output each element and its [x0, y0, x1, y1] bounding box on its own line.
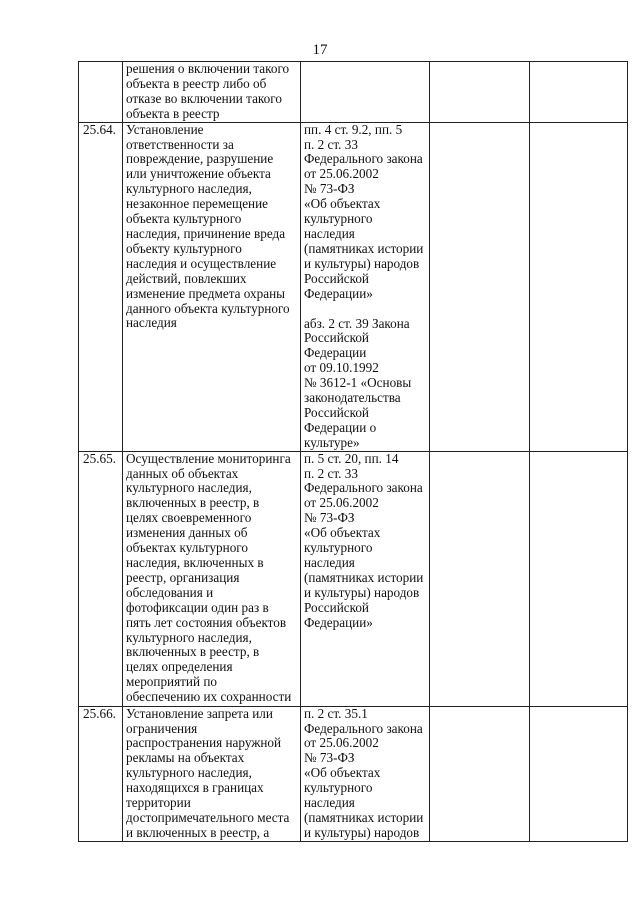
empty-cell: [430, 122, 530, 451]
legal-basis-line: пп. 4 ст. 9.2, пп. 5: [304, 122, 403, 137]
legal-basis-line: № 73-ФЗ: [304, 750, 355, 766]
description-line: целях определения: [126, 659, 233, 675]
row-number: [79, 62, 123, 123]
description-line: Осуществление мониторинга: [126, 451, 291, 466]
legal-basis-line: культурного: [304, 540, 373, 556]
legal-basis-line: «Об объектах: [304, 765, 381, 781]
description-line: действий, повлекших: [126, 270, 247, 286]
description-line: распространения наружной: [126, 735, 282, 751]
legal-basis-line: Федерации о: [304, 419, 377, 435]
legal-basis-line: наследия: [304, 795, 355, 811]
description-line: достопримечательного места: [126, 810, 290, 825]
legal-basis-line: и культуры) народов: [304, 584, 420, 600]
description-line: наследия, причинение вреда: [126, 225, 286, 241]
empty-cell: [430, 62, 530, 123]
legal-basis-line: Федерального закона: [304, 151, 423, 167]
description-line: объектах культурного: [126, 540, 248, 556]
description-line: рекламы на объектах: [126, 750, 245, 766]
description-line: решения о включении такого: [126, 61, 290, 76]
page-number: 17: [312, 42, 328, 58]
legal-basis-line: № 73-ФЗ: [304, 510, 355, 526]
description-line: повреждение, разрушение: [126, 151, 274, 167]
description-line: объекта культурного: [126, 211, 242, 227]
description-line: мероприятий по: [126, 674, 217, 690]
description-line: наследия и осуществление: [126, 255, 277, 271]
legal-basis: [301, 451, 430, 706]
description-line: культурного наследия,: [126, 480, 252, 496]
description-line: фотофиксации один раз в: [126, 599, 269, 615]
legal-basis-line: от 25.06.2002: [304, 166, 379, 182]
description-line: культурного наследия,: [126, 629, 252, 645]
description-line: обеспечению их сохранности: [126, 689, 292, 705]
description-line: изменение предмета охраны: [126, 285, 285, 301]
legal-basis-line: п. 2 ст. 33: [304, 136, 358, 152]
description-line: объекта в реестр либо об: [126, 75, 267, 91]
description-line: ответственности за: [126, 136, 234, 152]
legal-basis-line: (памятниках истории: [304, 810, 424, 825]
legal-basis-line: законодательства: [304, 390, 401, 406]
description-line: находящихся в границах: [126, 780, 264, 796]
legal-basis-line: культурного: [304, 780, 373, 796]
legal-basis-line: «Об объектах: [304, 525, 381, 541]
description-line: Установление запрета или: [126, 706, 273, 721]
description-line: наследия, включенных в: [126, 555, 264, 570]
row-number: 25.66.: [79, 706, 123, 841]
measure-description: [123, 62, 301, 123]
legal-basis-line: от 25.06.2002: [304, 495, 379, 511]
legal-basis: [301, 706, 430, 841]
description-line: объекта в реестр: [126, 105, 220, 121]
description-line: изменения данных об: [126, 525, 248, 541]
measure-description: [123, 122, 301, 451]
description-line: культурного наследия,: [126, 765, 252, 781]
legal-basis-line: от 25.06.2002: [304, 735, 379, 751]
legal-basis-line: культурного: [304, 211, 373, 227]
legal-basis-line: Российской: [304, 404, 369, 420]
legal-basis-line: Российской: [304, 330, 369, 346]
description-line: или уничтожение объекта: [126, 166, 271, 182]
legal-basis-line: № 73-ФЗ: [304, 181, 355, 197]
legal-basis-line: Федерации: [304, 345, 367, 361]
legal-basis-line: и культуры) народов: [304, 255, 420, 271]
row-number: 25.64.: [79, 122, 123, 451]
description-line: реестр, организация: [126, 569, 240, 585]
description-line: данных об объектах: [126, 465, 239, 481]
description-line: ограничения: [126, 720, 198, 736]
table-row: [79, 706, 628, 841]
empty-cell: [530, 122, 628, 451]
description-line: обследования и: [126, 584, 214, 600]
description-line: и включенных в реестр, а: [126, 824, 270, 840]
legal-basis-line: п. 5 ст. 20, пп. 14: [304, 451, 399, 466]
empty-cell: [530, 451, 628, 706]
description-line: объекту культурного: [126, 240, 242, 256]
legal-basis: [301, 122, 430, 451]
legal-basis-line: «Об объектах: [304, 196, 381, 212]
legal-basis-line: наследия: [304, 555, 355, 570]
description-line: наследия: [126, 315, 177, 331]
empty-cell: [430, 451, 530, 706]
legal-basis-line: (памятниках истории: [304, 240, 424, 256]
row-number: 25.65.: [79, 451, 123, 706]
legal-basis-line: п. 2 ст. 35.1: [304, 706, 368, 721]
legal-basis-line: (памятниках истории: [304, 569, 424, 585]
legal-basis-line: наследия: [304, 225, 355, 241]
description-line: пять лет состояния объектов: [126, 614, 287, 630]
description-line: данного объекта культурного: [126, 300, 290, 316]
description-line: включенных в реестр, в: [126, 495, 260, 511]
measure-description: [123, 706, 301, 841]
legal-basis-line: п. 2 ст. 33: [304, 465, 358, 481]
description-line: территории: [126, 795, 191, 811]
description-line: незаконное перемещение: [126, 196, 269, 212]
description-line: включенных в реестр, в: [126, 644, 260, 660]
legal-basis-line: Российской: [304, 270, 369, 286]
description-line: целях своевременного: [126, 510, 252, 526]
empty-cell: [530, 62, 628, 123]
legal-basis-line: Федерации»: [304, 614, 373, 630]
legal-basis-line: и культуры) народов: [304, 824, 420, 840]
table-row: [79, 122, 628, 451]
legal-basis-line: от 09.10.1992: [304, 360, 379, 376]
legal-basis: [301, 62, 430, 123]
empty-cell: [530, 706, 628, 841]
description-line: культурного наследия,: [126, 181, 252, 197]
empty-cell: [430, 706, 530, 841]
legal-basis-line: Федерации»: [304, 285, 373, 301]
table-row: [79, 451, 628, 706]
table-row: [79, 62, 628, 123]
legal-basis-line: Федерального закона: [304, 720, 423, 736]
legal-basis-line: абз. 2 ст. 39 Закона: [304, 315, 410, 331]
measure-description: [123, 451, 301, 706]
description-line: отказе во включении такого: [126, 90, 282, 106]
document-table: [78, 61, 628, 842]
legal-basis-line: № 3612-1 «Основы: [304, 375, 412, 391]
description-line: Установление: [126, 122, 204, 137]
legal-basis-line: Федерального закона: [304, 480, 423, 496]
legal-basis-line: культуре»: [304, 434, 360, 450]
legal-basis-line: Российской: [304, 599, 369, 615]
paragraph-gap: [304, 302, 426, 317]
